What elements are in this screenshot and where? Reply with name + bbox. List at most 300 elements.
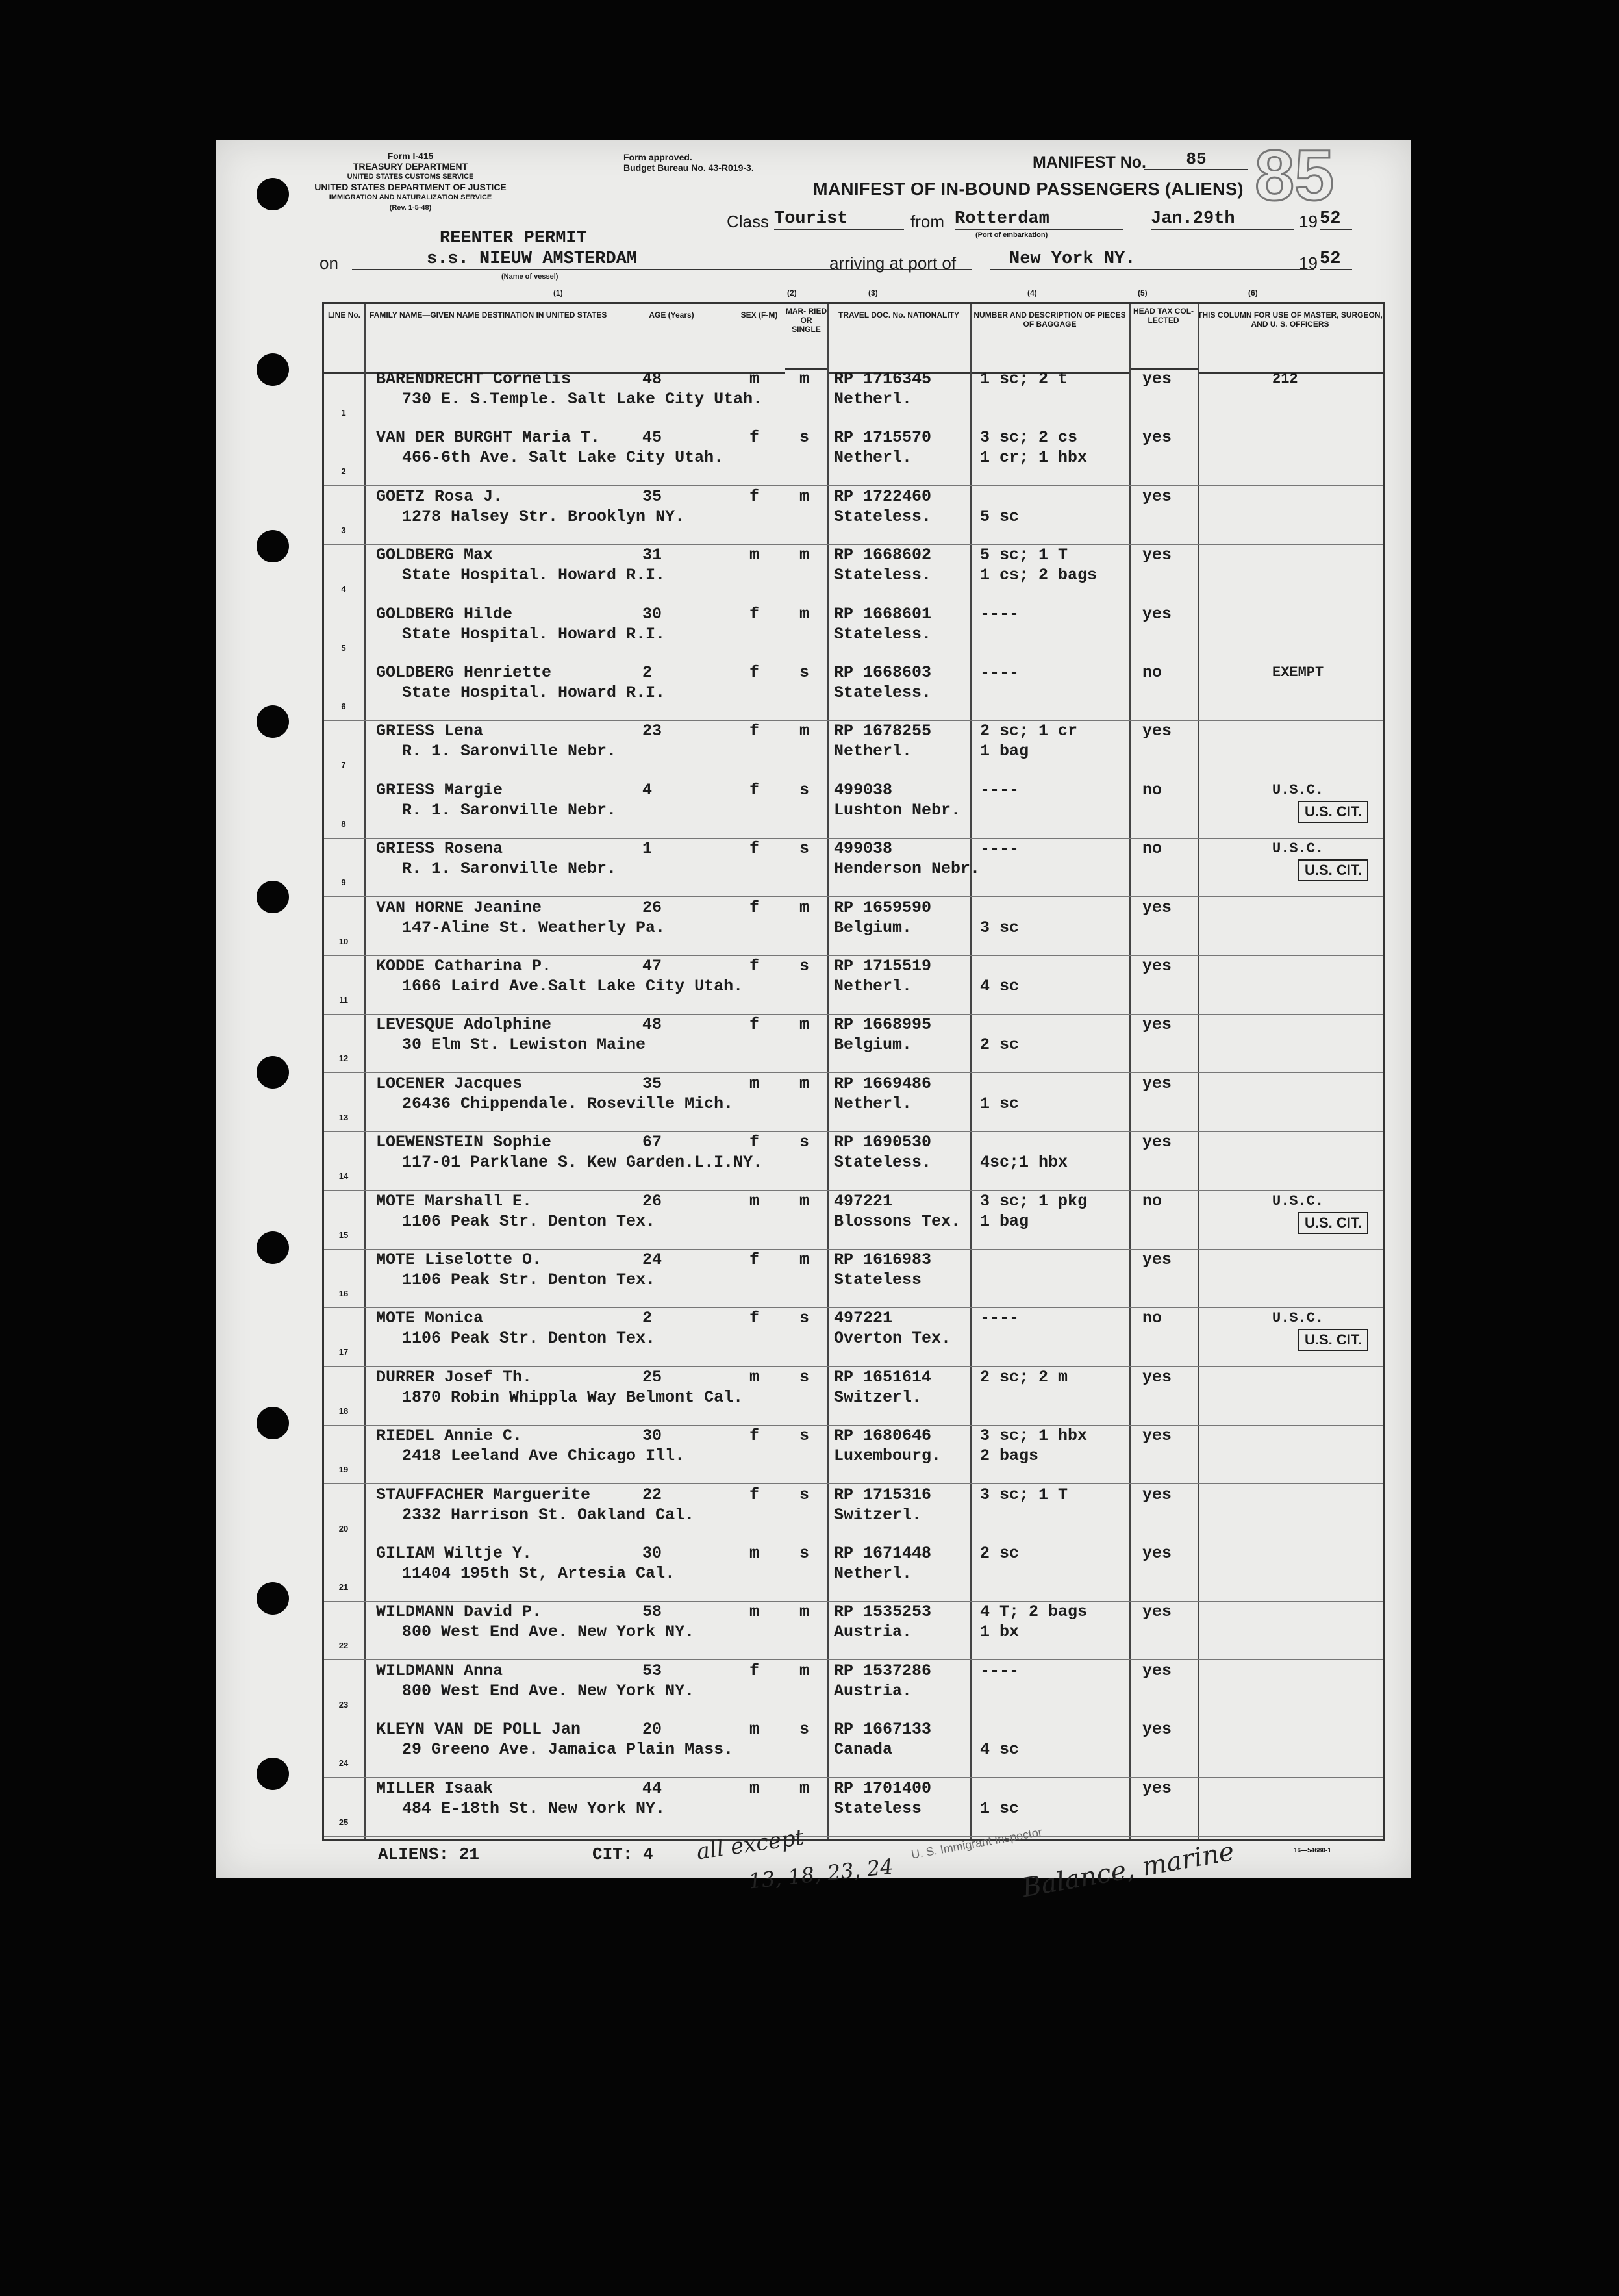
destination: R. 1. Saronville Nebr. <box>402 859 617 879</box>
us-citizen-stamp: U.S. CIT. <box>1298 1212 1368 1234</box>
head-tax: yes <box>1142 1661 1172 1680</box>
passenger-age: 48 <box>642 1015 662 1035</box>
baggage-line-1: ---- <box>980 1661 1020 1680</box>
vessel-name: s.s. NIEUW AMSTERDAM <box>352 249 972 270</box>
nationality: Canada <box>834 1740 893 1760</box>
marital-status: s <box>799 1133 810 1152</box>
head-tax: yes <box>1142 1778 1172 1798</box>
table-row <box>324 603 1383 662</box>
destination: 30 Elm St. Lewiston Maine <box>402 1035 646 1055</box>
destination: 1870 Robin Whippla Way Belmont Cal. <box>402 1387 744 1407</box>
passenger-age: 20 <box>642 1720 662 1739</box>
baggage-line-1: 3 sc; 1 T <box>980 1485 1068 1504</box>
head-tax: yes <box>1142 1720 1172 1739</box>
nationality: Netherl. <box>834 390 912 409</box>
baggage-line-2: 1 cr; 1 hbx <box>980 448 1088 468</box>
ins-label: IMMIGRATION AND NATURALIZATION SERVICE <box>329 194 492 201</box>
table-row <box>324 1777 1383 1837</box>
table-row <box>324 1366 1383 1426</box>
us-citizen-stamp: U.S. CIT. <box>1298 859 1368 881</box>
passenger-sex: m <box>749 1074 760 1093</box>
marital-status: m <box>799 722 810 741</box>
marital-status: m <box>799 1074 810 1093</box>
passenger-name: RIEDEL Annie C. <box>376 1426 523 1446</box>
col-header-baggage: NUMBER AND DESCRIPTION OF PIECES OF BAGGAGE <box>970 304 1129 374</box>
col-header-name: FAMILY NAME—GIVEN NAME DESTINATION IN UNITED STATES <box>364 304 610 374</box>
passenger-age: 58 <box>642 1602 662 1622</box>
passenger-name: GOLDBERG Henriette <box>376 663 552 682</box>
passenger-age: 24 <box>642 1250 662 1269</box>
officer-note: U.S.C. <box>1272 1310 1324 1327</box>
passenger-name: GOLDBERG Max <box>376 546 494 565</box>
head-tax: yes <box>1142 957 1172 976</box>
line-number: 23 <box>338 1699 349 1709</box>
passenger-sex: f <box>749 1015 760 1035</box>
baggage-line-1: ---- <box>980 1309 1020 1328</box>
marital-status: s <box>799 1426 810 1446</box>
destination: State Hospital. Howard R.I. <box>402 683 666 702</box>
travel-doc-number: RP 1668602 <box>834 546 932 565</box>
table-row <box>324 955 1383 1015</box>
destination: 2418 Leeland Ave Chicago Ill. <box>402 1446 685 1466</box>
passenger-name: MOTE Liselotte O. <box>376 1250 542 1269</box>
nationality: Blossons Tex. <box>834 1211 961 1231</box>
passenger-name: GRIESS Lena <box>376 722 484 741</box>
passenger-name: BARENDRECHT Cornelis <box>376 370 571 388</box>
travel-doc-number: RP 1715519 <box>834 957 932 976</box>
head-tax: yes <box>1142 1426 1172 1446</box>
marital-status: s <box>799 1544 810 1563</box>
passenger-age: 67 <box>642 1133 662 1152</box>
nationality: Switzerl. <box>834 1387 922 1407</box>
handwritten-note-all-except: all except <box>695 1824 806 1865</box>
from-value: Rotterdam <box>955 209 1123 230</box>
form-approved: Form approved. <box>623 152 692 162</box>
destination: 1106 Peak Str. Denton Tex. <box>402 1270 656 1289</box>
nationality: Stateless. <box>834 507 932 526</box>
officer-note: U.S.C. <box>1272 781 1324 798</box>
table-row <box>324 426 1383 486</box>
passenger-sex: m <box>749 1544 760 1563</box>
baggage-line-1: 3 sc; 1 hbx <box>980 1426 1088 1446</box>
passenger-age: 4 <box>642 780 653 800</box>
destination: 1666 Laird Ave.Salt Lake City Utah. <box>402 977 744 996</box>
line-number: 22 <box>338 1641 349 1651</box>
year-prefix: 19 <box>1299 212 1318 231</box>
col-num-1: (1) <box>553 288 563 297</box>
col-header-officers: THIS COLUMN FOR USE OF MASTER, SURGEON, AND U. S. OFFICERS <box>1198 304 1383 374</box>
marital-status: m <box>799 1661 810 1680</box>
destination: 26436 Chippendale. Roseville Mich. <box>402 1094 734 1113</box>
line-number: 18 <box>338 1406 349 1416</box>
travel-doc-number: RP 1715570 <box>834 428 932 448</box>
baggage-line-2: 1 bag <box>980 1211 1029 1231</box>
passenger-sex: f <box>749 1485 760 1504</box>
passenger-sex: f <box>749 1661 760 1680</box>
passenger-name: WILDMANN Anna <box>376 1661 503 1680</box>
manifest-page <box>216 136 1411 1904</box>
head-tax: no <box>1142 780 1162 800</box>
marital-status: s <box>799 1720 810 1739</box>
passenger-name: LOEWENSTEIN Sophie <box>376 1133 552 1152</box>
vessel-line <box>216 249 1411 286</box>
officer-note: U.S.C. <box>1272 1192 1324 1209</box>
on-label: on <box>320 253 338 273</box>
year2-value: 52 <box>1320 249 1352 270</box>
nationality: Netherl. <box>834 977 912 996</box>
passenger-name: GILIAM Wiltje Y. <box>376 1544 533 1563</box>
manifest-label: MANIFEST No. <box>1033 153 1146 171</box>
vessel-caption: (Name of vessel) <box>501 273 558 281</box>
baggage-line-2: 3 sc <box>980 918 1020 937</box>
table-row <box>324 1718 1383 1778</box>
passenger-sex: f <box>749 898 760 917</box>
passenger-sex: f <box>749 839 760 859</box>
form-code: 16—54680-1 <box>1294 1847 1331 1854</box>
line-number: 20 <box>338 1523 349 1533</box>
marital-status: m <box>799 370 810 388</box>
binder-hole <box>257 530 289 562</box>
head-tax: yes <box>1142 1367 1172 1387</box>
line-number: 21 <box>338 1582 349 1592</box>
travel-doc-number: RP 1690530 <box>834 1133 932 1152</box>
col-num-4: (4) <box>1027 288 1037 297</box>
head-tax: no <box>1142 663 1162 682</box>
marital-status: s <box>799 1485 810 1504</box>
officer-note: U.S.C. <box>1272 840 1324 857</box>
binder-hole <box>257 1758 289 1790</box>
line-number: 9 <box>341 877 346 888</box>
manifest-number: 85 <box>1144 149 1248 170</box>
passenger-sex: m <box>749 546 760 565</box>
baggage-line-1: 2 sc; 1 cr <box>980 722 1078 741</box>
marital-status: m <box>799 1191 810 1211</box>
baggage-line-1: ---- <box>980 604 1020 624</box>
baggage-line-2: 4 sc <box>980 977 1020 996</box>
passenger-age: 53 <box>642 1661 662 1680</box>
baggage-line-2: 5 sc <box>980 507 1020 526</box>
baggage-line-2: 1 bag <box>980 742 1029 761</box>
line-number: 2 <box>341 466 346 477</box>
col-num-5: (5) <box>1138 288 1148 297</box>
passenger-age: 45 <box>642 428 662 448</box>
destination: 466-6th Ave. Salt Lake City Utah. <box>402 448 724 468</box>
passenger-age: 30 <box>642 1426 662 1446</box>
line-number: 17 <box>338 1347 349 1357</box>
marital-status: s <box>799 428 810 448</box>
passenger-name: MOTE Marshall E. <box>376 1191 533 1211</box>
revision-label: (Rev. 1-5-48) <box>389 204 432 212</box>
baggage-line-1: ---- <box>980 839 1020 859</box>
line-number: 4 <box>341 584 346 594</box>
marital-status: m <box>799 898 810 917</box>
table-row <box>324 1248 1383 1308</box>
travel-doc-number: RP 1659590 <box>834 898 932 917</box>
marital-status: s <box>799 839 810 859</box>
travel-doc-number: RP 1668995 <box>834 1015 932 1035</box>
passenger-age: 30 <box>642 1544 662 1563</box>
us-citizen-stamp: U.S. CIT. <box>1298 801 1368 823</box>
head-tax: yes <box>1142 1133 1172 1152</box>
table-row <box>324 779 1383 839</box>
baggage-line-1: 3 sc; 1 pkg <box>980 1191 1088 1211</box>
passenger-sex: f <box>749 663 760 682</box>
table-row <box>324 1013 1383 1073</box>
passenger-age: 35 <box>642 1074 662 1093</box>
binder-hole <box>257 353 289 386</box>
passenger-age: 2 <box>642 663 653 682</box>
destination: R. 1. Saronville Nebr. <box>402 800 617 820</box>
baggage-line-1: 3 sc; 2 cs <box>980 428 1078 448</box>
line-number: 15 <box>338 1230 349 1240</box>
line-number: 24 <box>338 1758 349 1769</box>
nationality: Stateless <box>834 1270 922 1289</box>
head-tax: yes <box>1142 722 1172 741</box>
passenger-age: 25 <box>642 1367 662 1387</box>
destination: 800 West End Ave. New York NY. <box>402 1622 695 1642</box>
table-row <box>324 1600 1383 1660</box>
travel-doc-number: 497221 <box>834 1309 893 1328</box>
line-number: 11 <box>339 995 348 1005</box>
passenger-name: KLEYN VAN DE POLL Jan <box>376 1720 581 1739</box>
nationality: Netherl. <box>834 448 912 468</box>
passenger-name: KODDE Catharina P. <box>376 957 552 976</box>
destination: 800 West End Ave. New York NY. <box>402 1681 695 1700</box>
nationality: Overton Tex. <box>834 1329 951 1348</box>
nationality: Stateless. <box>834 683 932 702</box>
officer-note: EXEMPT <box>1272 664 1324 681</box>
line-number: 7 <box>341 760 346 770</box>
passenger-name: GOLDBERG Hilde <box>376 604 513 624</box>
passenger-sex: f <box>749 780 760 800</box>
marital-status: m <box>799 546 810 565</box>
passenger-name: WILDMANN David P. <box>376 1602 542 1622</box>
passenger-age: 47 <box>642 957 662 976</box>
baggage-line-2: 1 cs; 2 bags <box>980 566 1098 585</box>
line-number: 5 <box>341 642 346 653</box>
marital-status: m <box>799 1250 810 1269</box>
passenger-sex: m <box>749 1367 760 1387</box>
line-number: 8 <box>341 818 346 829</box>
col-header-married: MAR- RIED OR SINGLE <box>785 304 827 370</box>
col-num-2: (2) <box>787 288 797 297</box>
passenger-age: 35 <box>642 486 662 506</box>
destination: 2332 Harrison St. Oakland Cal. <box>402 1505 695 1524</box>
passenger-age: 22 <box>642 1485 662 1504</box>
travel-doc-number: 497221 <box>834 1191 893 1211</box>
travel-doc-number: RP 1669486 <box>834 1074 932 1093</box>
col-num-3: (3) <box>868 288 878 297</box>
table-row <box>324 368 1383 427</box>
head-tax: no <box>1142 1309 1162 1328</box>
travel-doc-number: RP 1715316 <box>834 1485 932 1504</box>
passenger-age: 30 <box>642 604 662 624</box>
table-row <box>324 1307 1383 1367</box>
manifest-number-stamp: 85 <box>1255 136 1335 216</box>
travel-doc-number: RP 1701400 <box>834 1778 932 1798</box>
destination: 147-Aline St. Weatherly Pa. <box>402 918 666 937</box>
line-number: 13 <box>338 1112 349 1122</box>
marital-status: m <box>799 1778 810 1798</box>
head-tax: yes <box>1142 546 1172 565</box>
date-value: Jan.29th <box>1151 209 1294 230</box>
col-header-line: LINE No. <box>324 304 364 374</box>
travel-doc-number: RP 1716345 <box>834 370 932 388</box>
handwritten-signature-balance: Balance, marine <box>1020 1836 1236 1904</box>
aliens-count: ALIENS: 21 <box>378 1845 480 1864</box>
marital-status: m <box>799 604 810 624</box>
destination: R. 1. Saronville Nebr. <box>402 742 617 761</box>
passenger-sex: f <box>749 604 760 624</box>
destination: 117-01 Parklane S. Kew Garden.L.I.NY. <box>402 1153 763 1172</box>
table-row <box>324 1542 1383 1602</box>
baggage-line-2: 2 sc <box>980 1035 1020 1055</box>
head-tax: yes <box>1142 428 1172 448</box>
baggage-line-2: 1 sc <box>980 1094 1020 1113</box>
us-citizen-stamp: U.S. CIT. <box>1298 1329 1368 1351</box>
head-tax: yes <box>1142 1250 1172 1269</box>
table-row <box>324 1131 1383 1191</box>
nationality: Netherl. <box>834 1094 912 1113</box>
line-number: 25 <box>338 1817 349 1827</box>
nationality: Stateless. <box>834 1153 932 1172</box>
arriving-label: arriving at port of <box>829 253 957 273</box>
nationality: Austria. <box>834 1622 912 1642</box>
justice-label: UNITED STATES DEPARTMENT OF JUSTICE <box>314 182 507 192</box>
head-tax: yes <box>1142 1544 1172 1563</box>
table-row <box>324 661 1383 721</box>
head-tax: no <box>1142 839 1162 859</box>
binder-hole <box>257 1407 289 1439</box>
travel-doc-number: 499038 <box>834 839 893 859</box>
marital-status: m <box>799 1602 810 1622</box>
nationality: Lushton Nebr. <box>834 800 961 820</box>
head-tax: yes <box>1142 604 1172 624</box>
travel-doc-number: RP 1680646 <box>834 1426 932 1446</box>
travel-doc-number: RP 1671448 <box>834 1544 932 1563</box>
line-number: 14 <box>338 1171 349 1181</box>
passenger-age: 44 <box>642 1778 662 1798</box>
binder-hole <box>257 1056 289 1089</box>
passenger-sex: f <box>749 1426 760 1446</box>
table-row <box>324 1190 1383 1250</box>
from-label: from <box>910 212 944 231</box>
passenger-sex: m <box>749 370 760 388</box>
handwritten-note-lines: 13, 18, 23, 24 <box>747 1854 895 1894</box>
passenger-sex: m <box>749 1191 760 1211</box>
passenger-sex: m <box>749 1720 760 1739</box>
passenger-sex: f <box>749 486 760 506</box>
class-value: Tourist <box>774 209 904 230</box>
customs-label: UNITED STATES CUSTOMS SERVICE <box>347 173 474 181</box>
nationality: Luxembourg. <box>834 1446 942 1466</box>
col-header-travel-doc: TRAVEL DOC. No. NATIONALITY <box>827 304 970 374</box>
marital-status: m <box>799 486 810 506</box>
passenger-name: VAN HORNE Jeanine <box>376 898 542 917</box>
travel-doc-number: RP 1667133 <box>834 1720 932 1739</box>
passenger-name: GRIESS Margie <box>376 780 503 800</box>
destination: 484 E-18th St. New York NY. <box>402 1798 666 1818</box>
destination: 1106 Peak Str. Denton Tex. <box>402 1211 656 1231</box>
nationality: Netherl. <box>834 1564 912 1583</box>
head-tax: yes <box>1142 486 1172 506</box>
form-number: Form I-415 <box>387 151 434 161</box>
year-value: 52 <box>1320 209 1352 230</box>
agency-block <box>313 151 508 213</box>
nationality: Stateless <box>834 1798 922 1818</box>
head-tax: yes <box>1142 1015 1172 1035</box>
passenger-sex: f <box>749 1133 760 1152</box>
class-label: Class <box>727 212 770 231</box>
travel-doc-number: RP 1651614 <box>834 1367 932 1387</box>
head-tax: yes <box>1142 1485 1172 1504</box>
marital-status: s <box>799 780 810 800</box>
table-row <box>324 485 1383 545</box>
travel-doc-number: RP 1678255 <box>834 722 932 741</box>
passenger-table <box>322 302 1385 1841</box>
port-value: New York NY. <box>990 249 1314 270</box>
binder-hole <box>257 881 289 913</box>
passenger-sex: f <box>749 957 760 976</box>
passenger-age: 23 <box>642 722 662 741</box>
passenger-name: DURRER Josef Th. <box>376 1367 533 1387</box>
reentry-permit: REENTER PERMIT <box>440 229 587 248</box>
passenger-name: LEVESQUE Adolphine <box>376 1015 552 1035</box>
marital-status: s <box>799 1367 810 1387</box>
nationality: Belgium. <box>834 918 912 937</box>
table-row <box>324 544 1383 603</box>
passenger-name: MILLER Isaak <box>376 1778 494 1798</box>
col-header-sex: SEX (F-M) <box>733 304 785 374</box>
baggage-line-1: ---- <box>980 780 1020 800</box>
baggage-line-2: 4 sc <box>980 1740 1020 1760</box>
binder-hole <box>257 705 289 738</box>
table-row <box>324 1483 1383 1543</box>
year2-prefix: 19 <box>1299 253 1318 273</box>
line-number: 1 <box>341 408 346 418</box>
passenger-age: 48 <box>642 370 662 388</box>
col-header-age: AGE (Years) <box>610 304 733 374</box>
line-number: 12 <box>338 1053 349 1064</box>
destination: State Hospital. Howard R.I. <box>402 566 666 585</box>
baggage-line-1: 2 sc <box>980 1544 1020 1563</box>
destination: 1106 Peak Str. Denton Tex. <box>402 1329 656 1348</box>
nationality: Stateless. <box>834 624 932 644</box>
nationality: Henderson Nebr. <box>834 859 981 879</box>
port-embark-caption: (Port of embarkation) <box>975 231 1048 239</box>
destination: 29 Greeno Ave. Jamaica Plain Mass. <box>402 1740 734 1760</box>
travel-doc-number: RP 1616983 <box>834 1250 932 1269</box>
head-tax: yes <box>1142 1602 1172 1622</box>
table-row <box>324 1424 1383 1484</box>
table-row <box>324 896 1383 956</box>
passenger-name: LOCENER Jacques <box>376 1074 523 1093</box>
baggage-line-2: 2 bags <box>980 1446 1039 1466</box>
nationality: Austria. <box>834 1681 912 1700</box>
passenger-sex: f <box>749 1309 760 1328</box>
baggage-line-1: ---- <box>980 663 1020 682</box>
passenger-name: GRIESS Rosena <box>376 839 503 859</box>
treasury-label: TREASURY DEPARTMENT <box>353 161 468 171</box>
binder-hole <box>257 1582 289 1615</box>
destination: State Hospital. Howard R.I. <box>402 624 666 644</box>
head-tax: yes <box>1142 370 1172 388</box>
head-tax: yes <box>1142 1074 1172 1093</box>
citizens-count: CIT: 4 <box>592 1845 653 1864</box>
travel-doc-number: RP 1537286 <box>834 1661 932 1680</box>
travel-doc-number: RP 1668603 <box>834 663 932 682</box>
line-number: 6 <box>341 701 346 711</box>
